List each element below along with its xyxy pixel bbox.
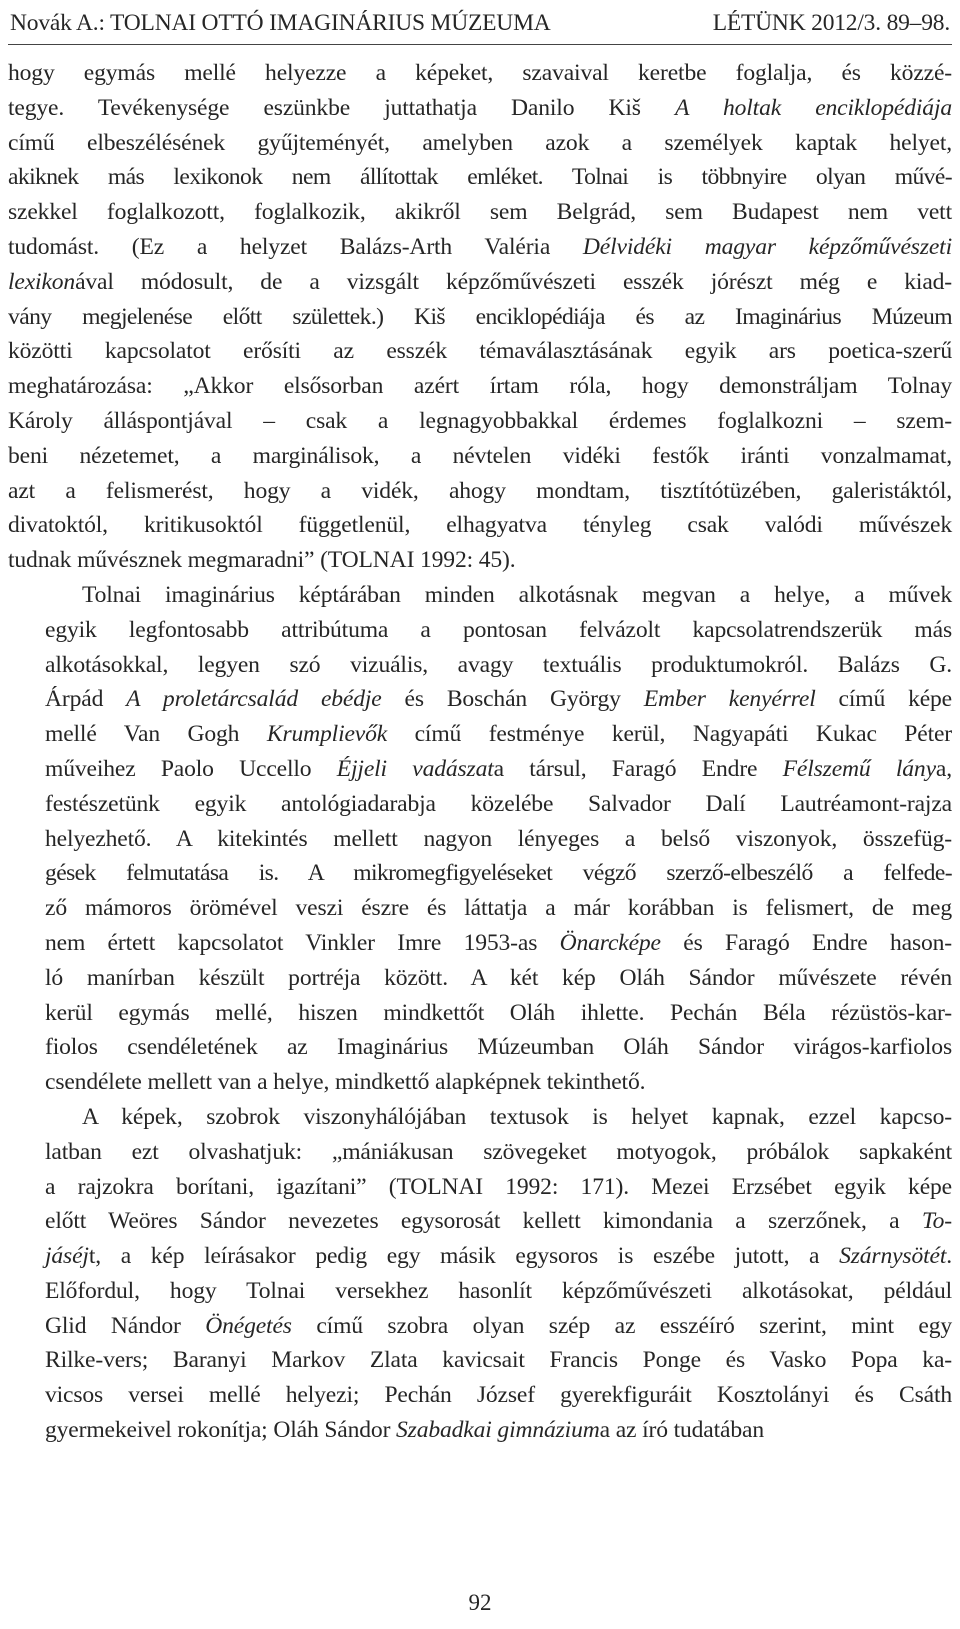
italic-title: Önarcképe (559, 929, 661, 956)
text-line (8, 1030, 952, 1065)
text-run: ző mámoros örömével veszi észre és láttatja a már korábban is felismert, de meg (45, 895, 952, 922)
text-run: gések felmutatása is. A mikromegfigyeléseket végző szerző-elbeszélő a felfede- (45, 860, 952, 887)
text-run: helyezhető. A kitekintés mellett nagyon lényeges a belső viszonyok, összefüg- (45, 825, 952, 852)
header-journal-citation: LÉTÜNK 2012/3. 89–98. (712, 10, 950, 36)
text-line (8, 126, 952, 161)
text-line (8, 1239, 952, 1274)
italic-title: Éjjeli vadászat (336, 755, 494, 782)
text-run: Károly álláspontjával – csak a legnagyobbakkal érdemes foglalkozni – szem- (8, 407, 952, 434)
text-run: vány megjelenése előtt születtek.) Kiš enciklopédiája és az Imaginárius Múzeum (8, 303, 952, 330)
text-line (8, 1170, 952, 1205)
text-line (8, 1343, 952, 1378)
text-run: divatoktól, kritikusoktól függetlenül, elhagyatva tényleg csak valódi művészek (8, 512, 952, 539)
text-line (8, 822, 952, 857)
italic-title: lexikon (8, 268, 76, 295)
text-run: fiolos csendéletének az Imaginárius Múzeumban Oláh Sándor virágos-karfiolos (45, 1034, 952, 1061)
text-run: ával módosult, de a vizsgált képzőművészeti esszék jórészt még e kiad- (75, 268, 952, 295)
text-run: műveihez Paolo Uccello (45, 755, 337, 782)
italic-title: A holtak enciklopédiája (675, 94, 953, 121)
text-run: című szobra olyan szép az esszéíró szerint, mint egy (291, 1312, 952, 1339)
text-run: a társul, Faragó Endre (493, 755, 783, 782)
text-run: beni nézetemet, a marginálisok, a névtelen vidéki festők iránti vonzalmamat, (8, 442, 952, 469)
text-line (8, 1274, 952, 1309)
text-run: gyermekeivel rokonítja; Oláh Sándor (45, 1417, 397, 1444)
text-run: azt a felismerést, hogy a vidék, ahogy mondtam, tisztítótüzében, galeristáktól, (8, 477, 952, 504)
text-line (8, 1309, 952, 1344)
text-run: tegye. Tevékenysége eszünkbe juttathatja Danilo Kiš (8, 94, 675, 121)
text-run: közötti kapcsolatot erősíti az esszék témaválasztásának egyik ars poetica-szerű (8, 338, 952, 365)
text-line (8, 1135, 952, 1170)
text-line (8, 926, 952, 961)
text-line (8, 91, 952, 126)
paragraph (8, 1100, 952, 1448)
text-line (8, 578, 952, 613)
text-line (8, 1413, 952, 1448)
text-run: című festménye kerül, Nagyapáti Kukac Péter (387, 721, 953, 748)
text-run: a, (935, 755, 952, 782)
text-line (8, 508, 952, 543)
italic-title: Krumplievők (266, 721, 388, 748)
text-run: Rilke-vers; Baranyi Markov Zlata kavicsait Francis Ponge és Vasko Popa ka- (45, 1347, 952, 1374)
text-run: és Faragó Endre hason- (660, 929, 952, 956)
text-line (8, 369, 952, 404)
text-run: alkotásokkal, legyen szó vizuális, avagy textuális produktumokról. Balázs G. (45, 651, 952, 678)
text-line (8, 856, 952, 891)
text-line (8, 648, 952, 683)
text-run: Glid Nándor (45, 1312, 206, 1339)
text-line (8, 439, 952, 474)
text-run: előtt Weöres Sándor nevezetes egysorosát kellett kimondania a szerzőnek, a (45, 1208, 922, 1235)
text-run: mellé Van Gogh (45, 721, 267, 748)
text-line (8, 543, 952, 578)
text-run: . (946, 1243, 952, 1270)
text-line (8, 160, 952, 195)
italic-title: To- (921, 1208, 952, 1235)
text-run: festészetünk egyik antológiadarabja közelébe Salvador Dalí Lautréamont-rajza (45, 790, 952, 817)
italic-title: A proletárcsalád ebédje (126, 686, 382, 713)
text-line (8, 474, 952, 509)
header-rule (8, 44, 952, 45)
text-run: csendélete mellett van a helye, mindkettő alapképnek tekinthető. (45, 1069, 646, 1096)
paragraph (8, 56, 952, 578)
text-line (8, 195, 952, 230)
text-run: tudomást. (Ez a helyzet Balázs-Arth Valéria (8, 233, 583, 260)
text-line (8, 787, 952, 822)
text-line (8, 752, 952, 787)
italic-title: Szabadkai gimnázium (396, 1417, 600, 1444)
text-line (8, 961, 952, 996)
text-line (8, 1378, 952, 1413)
text-run: Tolnai imaginárius képtárában minden alkotásnak megvan a helye, a művek (82, 581, 952, 608)
text-line (8, 1100, 952, 1135)
text-line (8, 891, 952, 926)
paragraph (8, 578, 952, 1100)
italic-title: Ember kenyérrel (643, 686, 816, 713)
text-run: című elbeszélésének gyűjteményét, amelyben azok a személyek kaptak helyet, (8, 129, 952, 156)
text-line (8, 613, 952, 648)
italic-title: Félszemű lány (782, 755, 936, 782)
text-run: latban ezt olvashatjuk: „mániákusan szövegeket motyogok, próbálok sapkaként (45, 1138, 952, 1165)
text-run: akiknek más lexikonok nem állítottak emléket. Tolnai is többnyire olyan művé- (8, 164, 952, 191)
text-line (8, 717, 952, 752)
text-run: kerül egymás mellé, hiszen mindkettőt Oláh ihlette. Pechán Béla rézüstös-kar- (45, 999, 952, 1026)
article-body (8, 56, 952, 1448)
text-line (8, 996, 952, 1031)
text-run: című képe (815, 686, 953, 713)
text-run: hogy egymás mellé helyezze a képeket, szavaival keretbe foglalja, és közzé- (8, 60, 952, 86)
text-run: a az író tudatában (599, 1417, 764, 1444)
italic-title: jáséj (45, 1243, 89, 1270)
text-line (8, 682, 952, 717)
text-run: A képek, szobrok viszonyhálójában textusok is helyet kapnak, ezzel kapcso- (82, 1103, 952, 1130)
text-run: Előfordul, hogy Tolnai versekhez hasonlít képzőművészeti alkotásokat, például (45, 1277, 952, 1304)
text-run: vicsos versei mellé helyezi; Pechán József gyerekfiguráit Kosztolányi és Csáth (45, 1382, 952, 1409)
text-run: tudnak művésznek megmaradni” (TOLNAI 1992: 45). (8, 547, 516, 574)
page-number: 92 (468, 1590, 492, 1615)
text-run: szekkel foglalkozott, foglalkozik, akikről sem Belgrád, sem Budapest nem vett (8, 199, 952, 226)
italic-title: Önégetés (205, 1312, 292, 1339)
text-line (8, 56, 952, 91)
text-run: és Boschán György (381, 686, 644, 713)
text-line (8, 1204, 952, 1239)
text-line (8, 334, 952, 369)
italic-title: Délvidéki magyar képzőművészeti (582, 233, 952, 260)
text-line (8, 300, 952, 335)
text-run: Árpád (45, 686, 127, 713)
text-line (8, 265, 952, 300)
text-line (8, 230, 952, 265)
text-line (8, 1065, 952, 1100)
running-header (10, 6, 950, 40)
text-run: t, a kép leírásakor pedig egy másik egysoros is eszébe jutott, a (88, 1243, 840, 1270)
text-run: nem értett kapcsolatot Vinkler Imre 1953-as (45, 929, 560, 956)
italic-title: Szárnysötét (839, 1243, 947, 1270)
header-author-title: Novák A.: TOLNAI OTTÓ IMAGINÁRIUS MÚZEUMA (10, 10, 551, 36)
text-run: egyik legfontosabb attribútuma a pontosan felvázolt kapcsolatrendszerük más (45, 616, 952, 643)
text-run: ló manírban készült portréja között. A két kép Oláh Sándor művészete révén (45, 964, 952, 991)
text-line (8, 404, 952, 439)
text-run: a rajzokra borítani, igazítani” (TOLNAI 1992: 171). Mezei Erzsébet egyik képe (45, 1173, 952, 1200)
text-run: meghatározása: „Akkor elsősorban azért írtam róla, hogy demonstráljam Tolnay (8, 373, 952, 400)
